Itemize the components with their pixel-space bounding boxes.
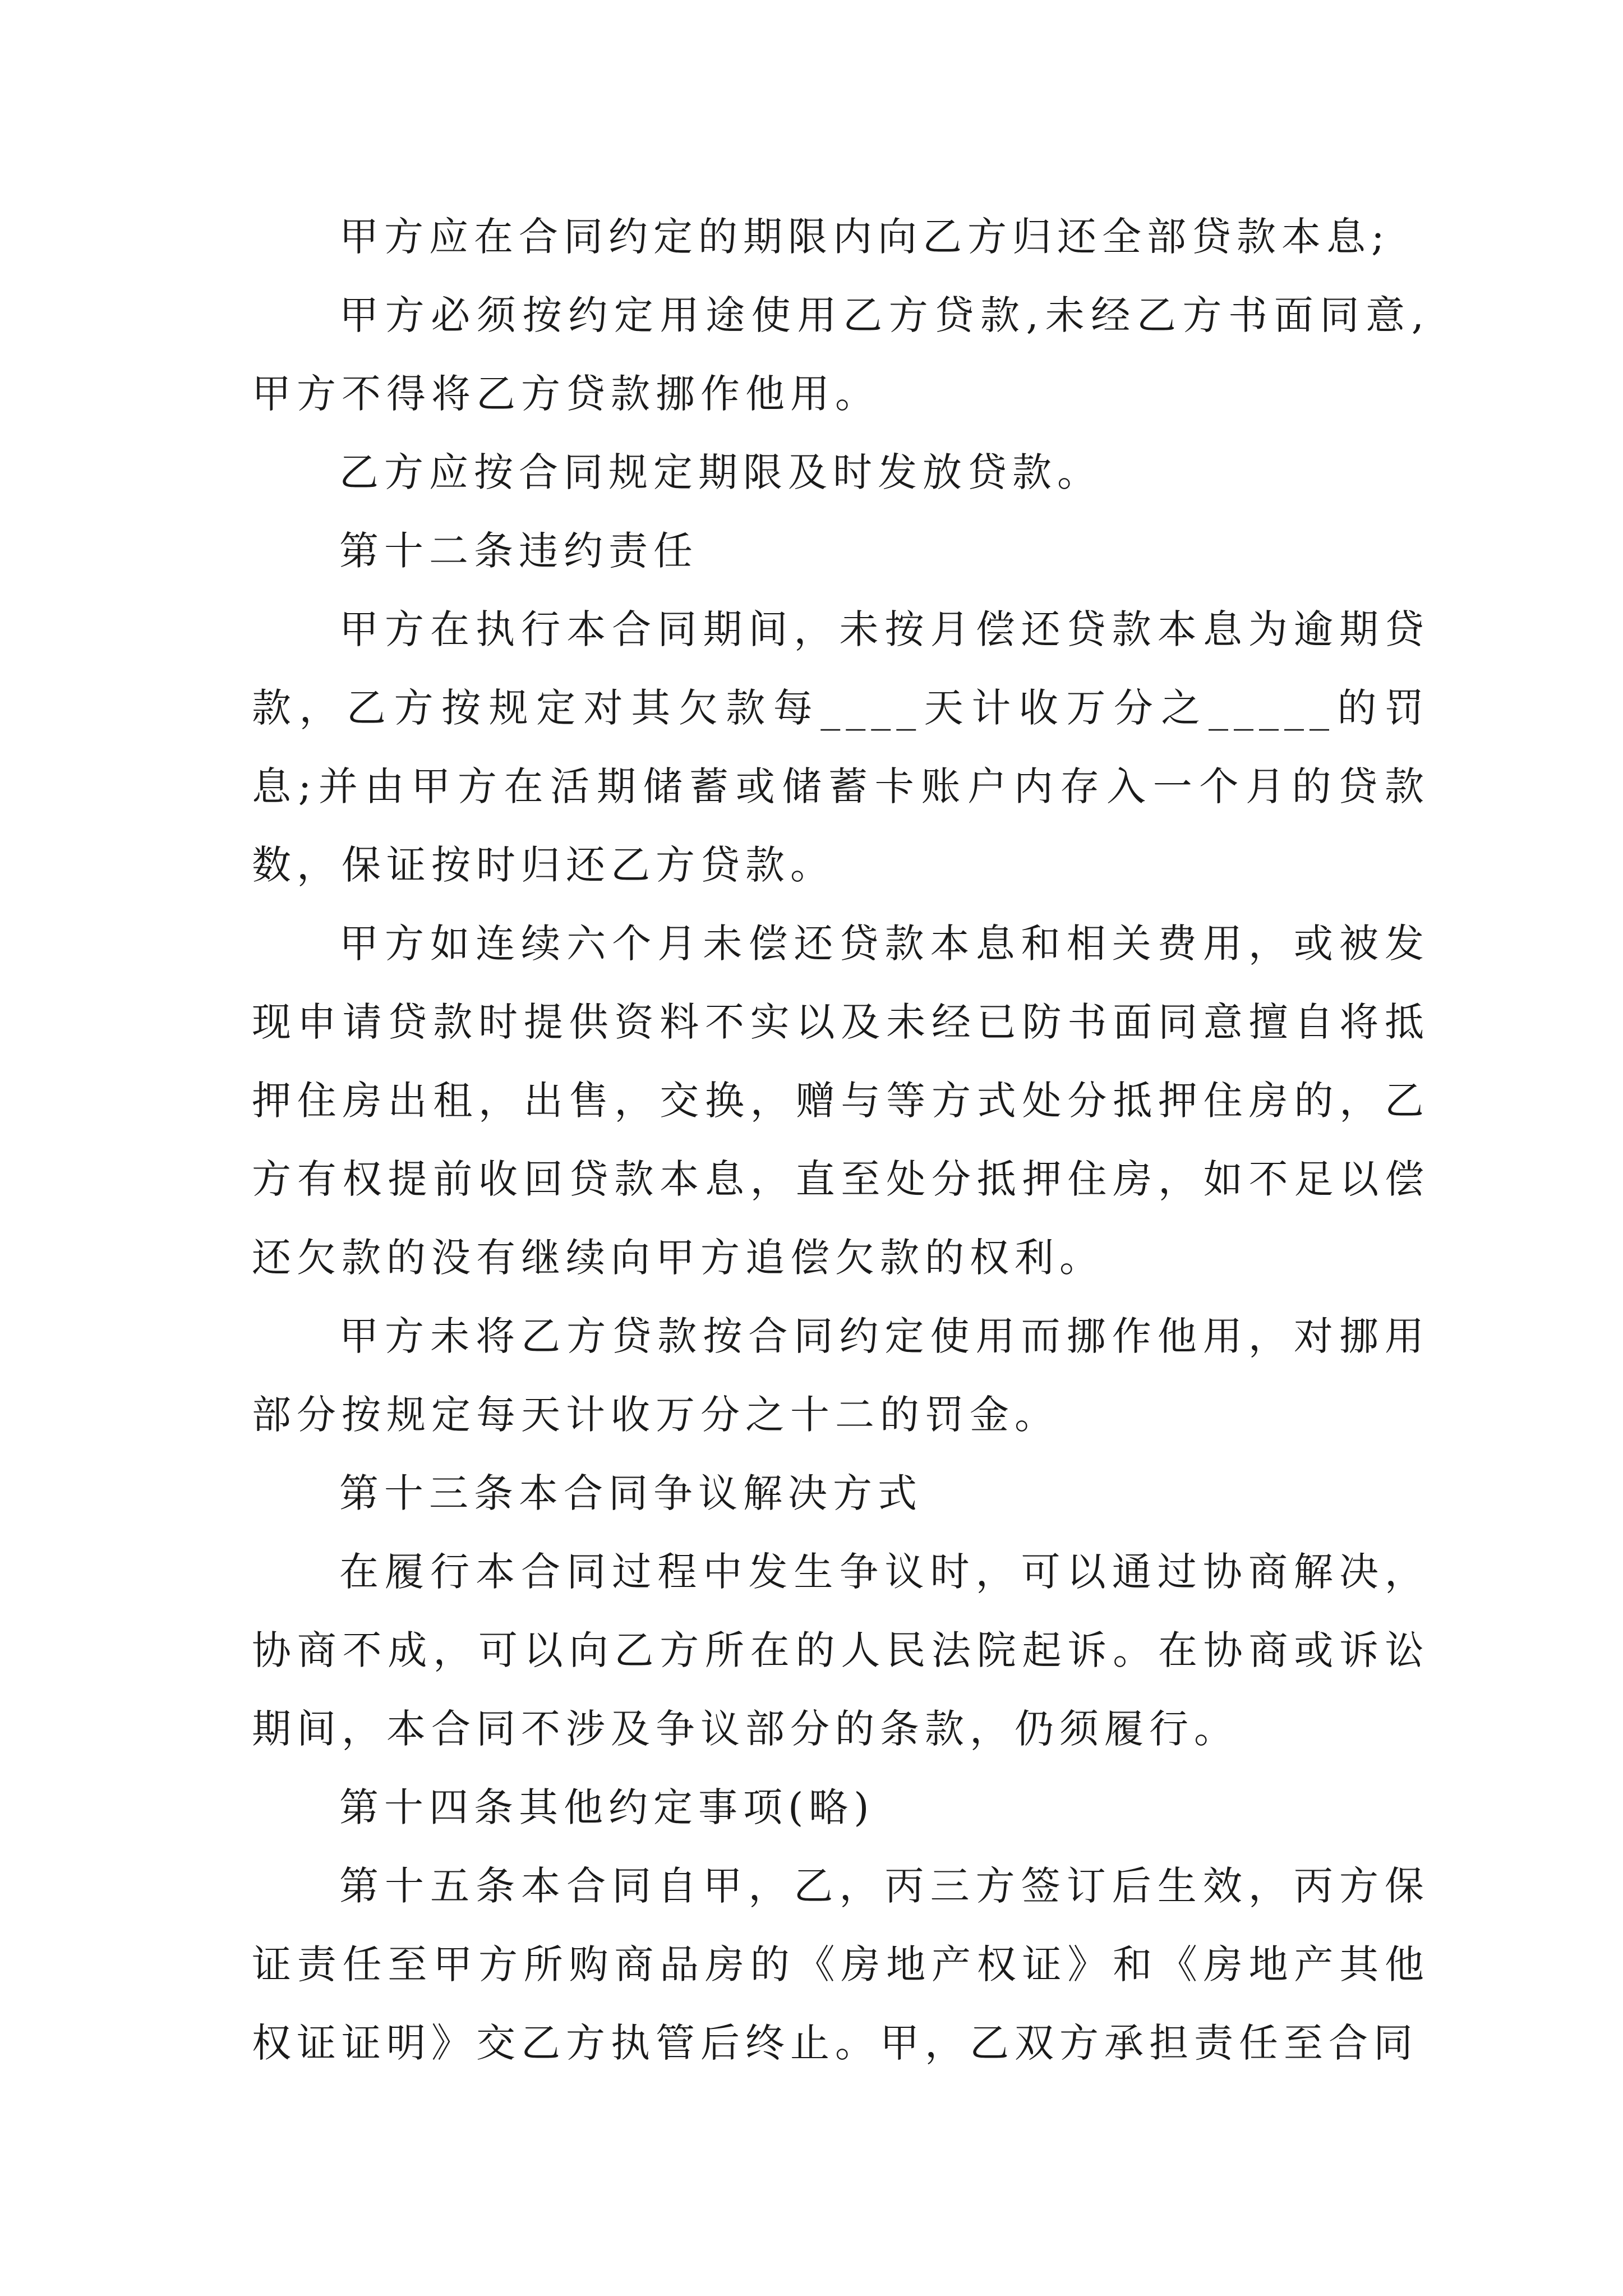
- document-body: [252, 197, 1430, 2082]
- paragraph-loan-usage: 甲方必须按约定用途使用乙方贷款,未经乙方书面同意,甲方不得将乙方贷款挪作他用。: [252, 292, 1430, 417]
- paragraph-dispute-resolution: 在履行本合同过程中发生争议时，可以通过协商解决，协商不成，可以向乙方所在的人民法院起诉。在协商或诉讼期间，本合同不涉及争议部分的条款，仍须履行。: [252, 1549, 1430, 1752]
- paragraph-repayment-obligation: 甲方应在合同约定的期限内向乙方归还全部贷款本息;: [339, 214, 1390, 260]
- paragraph-overdue-penalty: 甲方在执行本合同期间，未按月偿还贷款本息为逾期贷款，乙方按规定对其欠款每____天计收万分之_____的罚息;并由甲方在活期储蓄或储蓄卡账户内存入一个月的贷款数，保证按时归还乙方贷款。: [252, 606, 1430, 888]
- paragraph-default-recovery: 甲方如连续六个月未偿还贷款本息和相关费用，或被发现申请贷款时提供资料不实以及未经已防书面同意擅自将抵押住房出租，出售，交换，赠与等方式处分抵押住房的，乙方有权提前收回贷款本息，直至处分抵押住房，如不足以偿还欠款的没有继续向甲方追偿欠款的权利。: [252, 921, 1430, 1281]
- heading-article-14: 第十四条其他约定事项(略): [339, 1784, 875, 1830]
- paragraph-article-15: 第十五条本合同自甲，乙，丙三方签订后生效，丙方保证责任至甲方所购商品房的《房地产权证》和《房地产其他权证证明》交乙方执管后终止。甲，乙双方承担责任至合同: [252, 1863, 1430, 2066]
- paragraph-misuse-fine: 甲方未将乙方贷款按合同约定使用而挪作他用，对挪用部分按规定每天计收万分之十二的罚金。: [252, 1313, 1430, 1438]
- heading-article-13: 第十三条本合同争议解决方式: [339, 1470, 923, 1516]
- heading-article-12: 第十二条违约责任: [339, 528, 698, 574]
- paragraph-loan-disbursement: 乙方应按合同规定期限及时发放贷款。: [339, 449, 1102, 495]
